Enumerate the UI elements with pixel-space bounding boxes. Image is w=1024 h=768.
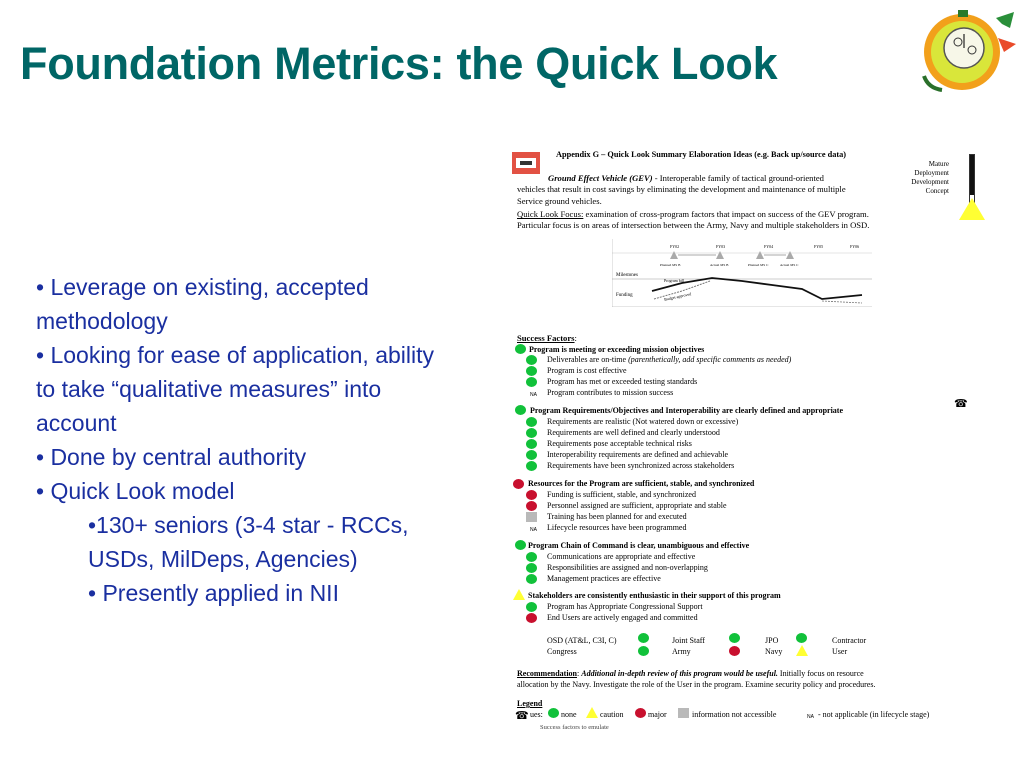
status-yellow-icon bbox=[796, 645, 808, 656]
stakeholder-label: Navy bbox=[765, 647, 783, 656]
legend-red-icon bbox=[635, 708, 646, 718]
status-green-icon bbox=[526, 563, 537, 573]
maturity-labels bbox=[897, 160, 969, 196]
status-yellow-icon bbox=[513, 589, 525, 600]
stakeholder-label: Joint Staff bbox=[672, 636, 705, 645]
status-green-icon bbox=[526, 439, 537, 449]
legend-text: major bbox=[648, 710, 667, 719]
sub-bullet-item: • Presently applied in NII bbox=[88, 580, 339, 606]
stakeholder-label: Army bbox=[672, 647, 691, 656]
factor-item: Deliverables are on-time (parenthetically, add specific comments as needed) bbox=[547, 355, 792, 364]
factor-item: Requirements pose acceptable technical risks bbox=[547, 439, 692, 448]
caution-triangle-icon bbox=[959, 198, 985, 220]
na-mark: NA bbox=[807, 714, 814, 720]
fy-label: FY06 bbox=[850, 244, 860, 249]
factor-item: Management practices are effective bbox=[547, 574, 661, 583]
status-green-icon bbox=[515, 540, 526, 550]
doc-header: Appendix G – Quick Look Summary Elaboration Ideas (e.g. Back up/source data) bbox=[556, 150, 847, 159]
milestone-label: Actual MS C bbox=[780, 263, 799, 267]
maturity-label: Concept bbox=[925, 187, 949, 195]
slide-title: Foundation Metrics: the Quick Look bbox=[20, 38, 778, 89]
status-green-icon bbox=[526, 366, 537, 376]
factor-item: Program has Appropriate Congressional Support bbox=[547, 602, 703, 611]
status-green-icon bbox=[796, 633, 807, 643]
legend-text: none bbox=[561, 710, 577, 719]
curve-label: Budget approved bbox=[663, 291, 692, 302]
sub-bullet-item: •130+ seniors (3-4 star - RCCs, USDs, MilDeps, Agencies) bbox=[88, 512, 409, 572]
factor-item: Program is cost effective bbox=[547, 366, 627, 375]
na-mark: NA bbox=[530, 527, 537, 533]
status-green-icon bbox=[526, 377, 537, 387]
gev-line-2: vehicles that result in cost savings by eliminating the development and maintenance of multiple bbox=[517, 184, 846, 194]
milestone-funding-chart bbox=[612, 239, 872, 307]
maturity-label: Mature bbox=[928, 160, 949, 168]
fy-label: FY02 bbox=[670, 244, 680, 249]
gev-line-1: Ground Effect Vehicle (GEV) - Interoperable family of tactical ground-oriented bbox=[548, 173, 824, 183]
milestone-label: Planned MS C bbox=[748, 263, 769, 267]
status-green-icon bbox=[526, 574, 537, 584]
quick-look-document bbox=[512, 150, 972, 740]
factor-item: Personnel assigned are sufficient, appropriate and stable bbox=[547, 501, 727, 510]
status-red-icon bbox=[526, 501, 537, 511]
stakeholder-label: Contractor bbox=[832, 636, 867, 645]
maturity-label: Deployment bbox=[914, 169, 949, 177]
curve-label: Program bill bbox=[664, 278, 685, 283]
factor-item: Requirements have been synchronized across stakeholders bbox=[547, 461, 735, 470]
status-green-icon bbox=[526, 417, 537, 427]
legend-label: Legend bbox=[517, 699, 543, 708]
gev-line-3: Service ground vehicles. bbox=[517, 196, 602, 206]
section-heading: Stakeholders are consistently enthusiastic in their support of this program bbox=[528, 591, 781, 600]
maturity-label: Development bbox=[911, 178, 949, 186]
status-green-icon bbox=[526, 552, 537, 562]
na-mark: NA bbox=[530, 392, 537, 398]
stakeholder-label: OSD (AT&L, C3I, C) bbox=[547, 636, 617, 645]
milestones-label: Milestones bbox=[616, 273, 638, 278]
factor-item: Responsibilities are assigned and non-overlapping bbox=[547, 563, 708, 572]
milestone-label: Actual MS B bbox=[710, 263, 729, 267]
legend-text: information not accessible bbox=[692, 710, 777, 719]
legend-yellow-icon bbox=[586, 707, 598, 718]
bullet-item: • Leverage on existing, accepted methodology bbox=[36, 274, 369, 334]
bullet-item: • Looking for ease of application, ability to take “qualitative measures” into account bbox=[36, 342, 435, 436]
status-green-icon bbox=[526, 461, 537, 471]
success-factors-label: Success Factors: bbox=[517, 333, 577, 343]
status-green-icon bbox=[526, 355, 537, 365]
section-heading: Resources for the Program are sufficient, stable, and synchronized bbox=[528, 479, 755, 488]
status-green-icon bbox=[515, 405, 526, 415]
recommendation-line-1: Recommendation: Additional in-depth review of this program would be useful. Initially focus on resource bbox=[517, 669, 864, 678]
status-green-icon bbox=[638, 633, 649, 643]
factor-item: Program has met or exceeded testing standards bbox=[547, 377, 698, 386]
legend-text: caution bbox=[600, 710, 624, 719]
funding-label: Funding bbox=[616, 293, 633, 298]
factor-item: End Users are actively engaged and committed bbox=[547, 613, 698, 622]
telephone-icon: ☎ bbox=[954, 398, 968, 410]
status-gray-icon bbox=[526, 512, 537, 522]
recommendation-line-2: allocation by the Navy. Investigate the role of the User in the program. Examine security policy and procedures. bbox=[517, 680, 876, 689]
factor-item: Requirements are well defined and clearly understood bbox=[547, 428, 720, 437]
status-red-icon bbox=[513, 479, 524, 489]
emulate-note: Success factors to emulate bbox=[540, 724, 609, 731]
focus-line-2: Particular focus is on areas of intersection between the Army, Navy and multiple stakeholders in OSD. bbox=[517, 220, 870, 230]
factor-item: Training has been planned for and executed bbox=[547, 512, 687, 521]
stakeholder-label: JPO bbox=[765, 636, 779, 645]
status-green-icon bbox=[729, 633, 740, 643]
fy-label: FY05 bbox=[814, 244, 824, 249]
stakeholder-label: User bbox=[832, 647, 848, 656]
telephone-icon: ☎ bbox=[515, 710, 529, 722]
bullet-item: • Quick Look model bbox=[36, 478, 235, 504]
bullet-list bbox=[36, 270, 456, 610]
focus-line-1: Quick Look Focus: examination of cross-program factors that impact on success of the GEV program. bbox=[517, 209, 869, 219]
factor-item: Interoperability requirements are defined and achievable bbox=[547, 450, 729, 459]
section-heading: Program Chain of Command is clear, unambiguous and effective bbox=[528, 541, 750, 550]
factor-item: Requirements are realistic (Not watered down or excessive) bbox=[547, 417, 739, 426]
stopwatch-icon bbox=[918, 8, 1020, 94]
maturity-gauge-fill bbox=[970, 155, 974, 195]
status-red-icon bbox=[526, 490, 537, 500]
stakeholder-label: Congress bbox=[547, 647, 577, 656]
status-red-icon bbox=[526, 613, 537, 623]
factor-item: Funding is sufficient, stable, and synchronized bbox=[547, 490, 696, 499]
legend-prefix: ues: bbox=[530, 710, 543, 719]
bullet-item: • Done by central authority bbox=[36, 444, 307, 470]
legend-text: - not applicable (in lifecycle stage) bbox=[818, 710, 930, 719]
program-logo-icon bbox=[512, 152, 540, 174]
fy-label: FY03 bbox=[716, 244, 726, 249]
section-heading: Program is meeting or exceeding mission objectives bbox=[529, 345, 705, 354]
factor-item: Communications are appropriate and effective bbox=[547, 552, 696, 561]
legend-gray-icon bbox=[678, 708, 689, 718]
status-green-icon bbox=[638, 646, 649, 656]
status-green-icon bbox=[526, 450, 537, 460]
status-green-icon bbox=[526, 428, 537, 438]
factor-item: Lifecycle resources have been programmed bbox=[547, 523, 687, 532]
section-heading: Program Requirements/Objectives and Interoperability are clearly defined and appropriate bbox=[530, 406, 844, 415]
factor-item: Program contributes to mission success bbox=[547, 388, 674, 397]
legend-green-icon bbox=[548, 708, 559, 718]
status-red-icon bbox=[729, 646, 740, 656]
status-green-icon bbox=[526, 602, 537, 612]
milestone-label: Planned MS B bbox=[660, 263, 681, 267]
fy-label: FY04 bbox=[764, 244, 774, 249]
status-green-icon bbox=[515, 344, 526, 354]
